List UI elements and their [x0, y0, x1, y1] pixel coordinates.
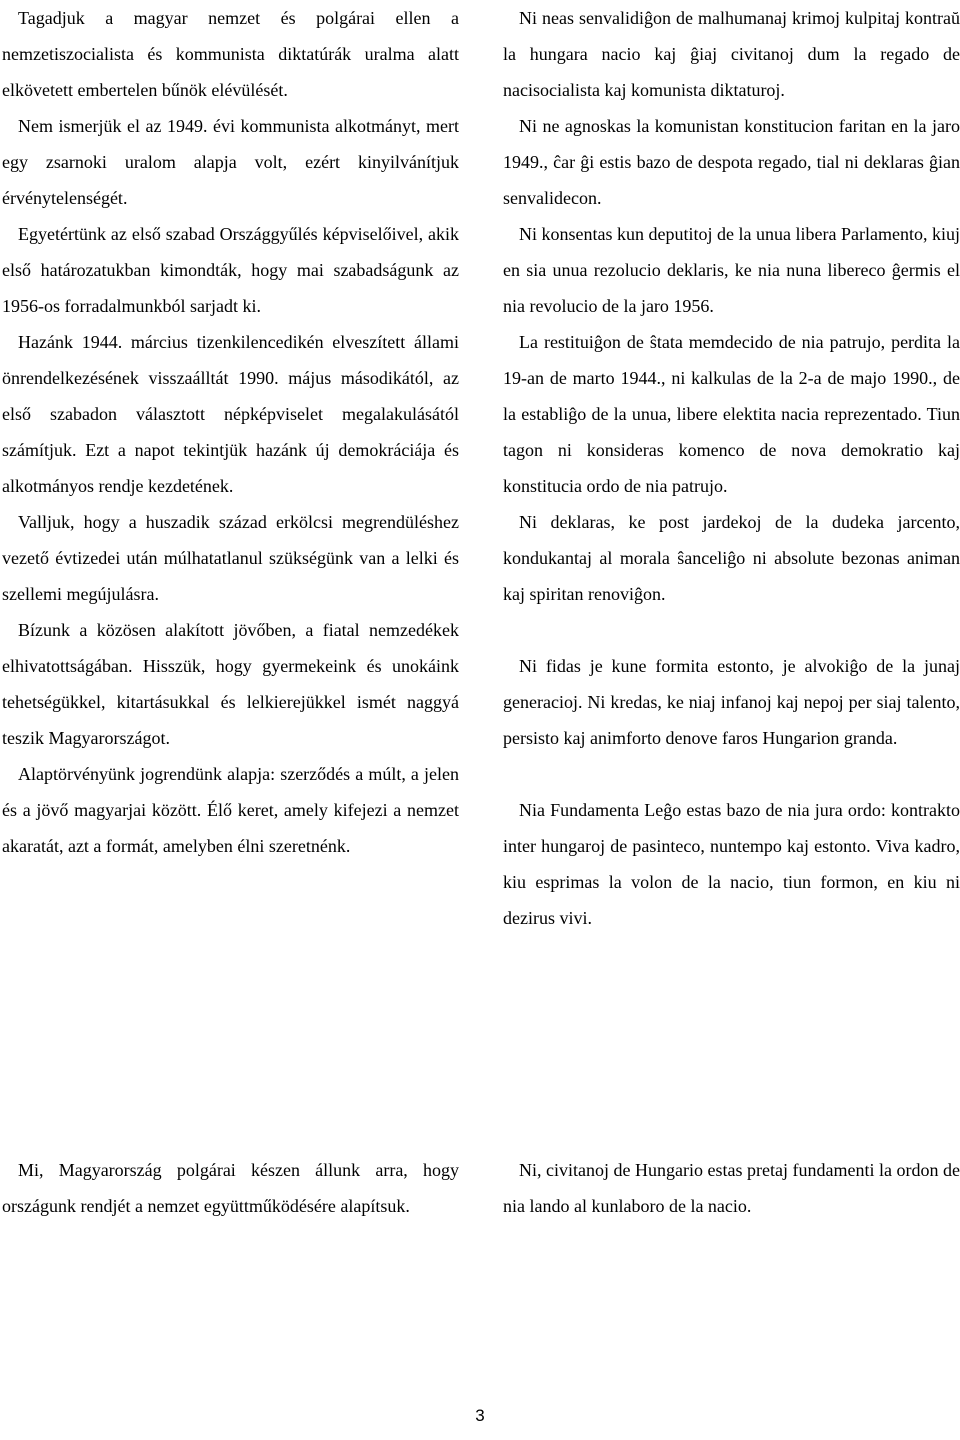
- eo-paragraph-1: Ni neas senvalidiĝon de malhumanaj krimoj kulpitaj kontraŭ la hungara nacio kaj ĝiaj civitanoj dum la regado de nacisocialista kaj komunista diktaturoj.: [503, 8, 960, 100]
- hu-paragraph-7: Alaptörvényünk jogrendünk alapja: szerződés a múlt, a jelen és a jövő magyarjai között. Élő keret, amely kifejezi a nemzet akaratát, azt a formát, amelyben élni szeretnénk.: [2, 764, 459, 856]
- hu-paragraph-5: Valljuk, hogy a huszadik század erkölcsi megrendüléshez vezető évtizedei után múlhatatlanul szükségünk van a lelki és szellemi megújulásra.: [2, 512, 459, 604]
- eo-paragraph-4: La restituiĝon de ŝtata memdecido de nia patrujo, perdita la 19-an de marto 1944., ni kalkulas de la 2-a de majo 1990., de la establiĝo de la unua, libere elektita nacia reprezentado. Tiun tagon ni konsideras komenco de nova demokratio kaj konstitucia ordo de nia patrujo.: [503, 332, 960, 496]
- hungarian-column: [2, 0, 459, 864]
- hu-paragraph-1: Tagadjuk a magyar nemzet és polgárai ellen a nemzetiszocialista és kommunista diktatúrák uralma alatt elkövetett embertelen bűnök elévülését.: [2, 8, 459, 100]
- eo-paragraph-2: Ni ne agnoskas la komunistan konstitucion faritan en la jaro 1949., ĉar ĝi estis bazo de despota regado, tial ni deklaras ĝian senvalidecon.: [503, 116, 960, 208]
- hu-paragraph-2: Nem ismerjük el az 1949. évi kommunista alkotmányt, mert egy zsarnoki uralom alapja volt, ezért kinyilvánítjuk érvénytelenségét.: [2, 116, 459, 208]
- hu-paragraph-3: Egyetértünk az első szabad Országgyűlés képviselőivel, akik első határozatukban kimondták, hogy mai szabadságunk az 1956-os forradalmunkból sarjadt ki.: [2, 224, 459, 316]
- hu-paragraph-4: Hazánk 1944. március tizenkilencedikén elveszített állami önrendelkezésének visszaálltát 1990. május másodikától, az első szabadon választott népképviselet megalakulásától számítjuk. Ezt a napot tekintjük hazánk új demokráciája és alkotmányos rendje kezdetének.: [2, 332, 459, 496]
- eo-closing-block: [503, 1152, 960, 1224]
- eo-paragraph-5: Ni deklaras, ke post jardekoj de la dudeka jarcento, kondukantaj al morala ŝanceliĝo ni absolute bezonas animan kaj spiritan renoviĝon.: [503, 512, 960, 604]
- hu-closing-paragraph: Mi, Magyarország polgárai készen állunk arra, hogy országunk rendjét a nemzet együttműködésére alapítsuk.: [2, 1160, 459, 1216]
- eo-paragraph-6: Ni fidas je kune formita estonto, je alvokiĝo de la junaj generacioj. Ni kredas, ke niaj infanoj kaj nepoj per siaj talento, persisto kaj animforto denove faros Hungarion granda.: [503, 656, 960, 748]
- page-number: 3: [475, 1406, 485, 1425]
- esperanto-column: [503, 0, 960, 936]
- eo-paragraph-7: Nia Fundamenta Leĝo estas bazo de nia jura ordo: kontrakto inter hungaroj de pasinteco, nuntempo kaj estonto. Viva kadro, kiu esprimas la volon de la nacio, tiun formon, en kiu ni dezirus vivi.: [503, 800, 960, 928]
- eo-paragraph-3: Ni konsentas kun deputitoj de la unua libera Parlamento, kiuj en sia unua rezolucio deklaris, ke nia nuna libereco ĝermis el nia revolucio de la jaro 1956.: [503, 224, 960, 316]
- hu-paragraph-6: Bízunk a közösen alakított jövőben, a fiatal nemzedékek elhivatottságában. Hisszük, hogy gyermekeink és unokáink tehetségükkel, kitartásukkal és lelkierejükkel ismét naggyá teszik Magyarországot.: [2, 620, 459, 748]
- eo-closing-paragraph: Ni, civitanoj de Hungario estas pretaj fundamenti la ordon de nia lando al kunlaboro de la nacio.: [503, 1160, 960, 1216]
- hu-closing-block: [2, 1152, 459, 1224]
